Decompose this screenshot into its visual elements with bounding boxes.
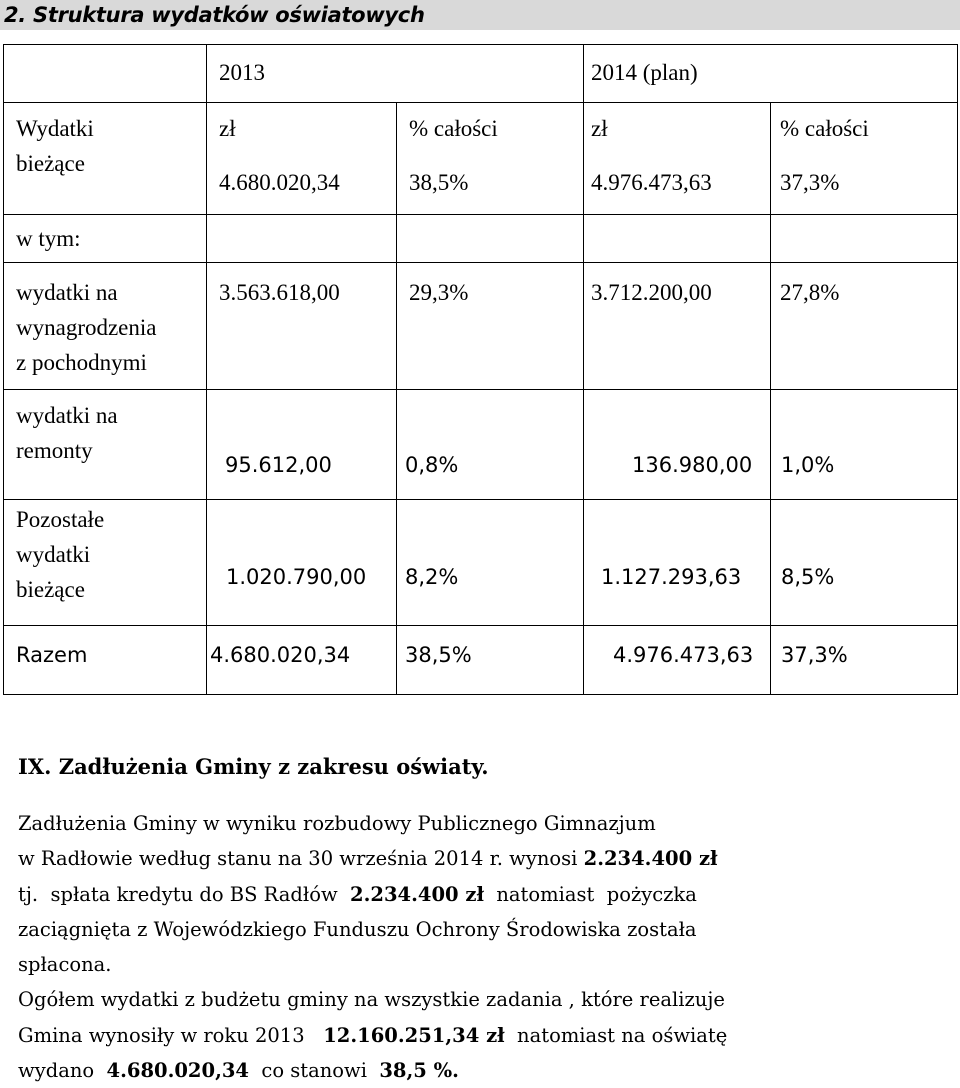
table-row-salaries <box>4 263 958 390</box>
paragraph-line: wydano 4.680.020,34 co stanowi 38,5 %. <box>18 1059 459 1083</box>
section-heading: 2. Struktura wydatków oświatowych <box>4 3 425 27</box>
cell-total-2013-pct: 38,5% <box>397 626 584 695</box>
paragraph-line: w Radłowie według stanu na 30 września 2014 r. wynosi 2.234.400 zł <box>18 847 718 871</box>
total-budget-amount: 12.160.251,34 zł <box>323 1023 505 1047</box>
table-row-in-which <box>4 215 958 263</box>
row-label-current: Wydatki bieżące <box>4 103 207 215</box>
paragraph-line: spłacona. <box>18 953 112 977</box>
cell-salaries-2013-pct: 29,3% <box>397 263 584 390</box>
paragraph-line: Zadłużenia Gminy w wyniku rozbudowy Publicznego Gimnazjum <box>18 812 656 835</box>
cell-other-2014-amount: 1.127.293,63 <box>584 500 771 626</box>
cell-total-2014-pct: 37,3% <box>771 626 958 695</box>
debt-section-title: IX. Zadłużenia Gminy z zakresu oświaty. <box>18 754 489 779</box>
cell-salaries-2013-amount: 3.563.618,00 <box>207 263 397 390</box>
debt-paragraph <box>18 806 948 1088</box>
row-label-other: Pozostałe wydatki bieżące <box>4 500 207 626</box>
cell-current-2013-amount: zł 4.680.020,34 <box>207 103 397 215</box>
cell-repairs-2013-amount: 95.612,00 <box>207 390 397 500</box>
row-label-repairs: wydatki na remonty <box>4 390 207 500</box>
education-amount: 4.680.020,34 <box>106 1059 249 1083</box>
cell-repairs-2014-amount: 136.980,00 <box>584 390 771 500</box>
cell-other-2014-pct: 8,5% <box>771 500 958 626</box>
paragraph-line: Ogółem wydatki z budżetu gminy na wszystkie zadania , które realizuje <box>18 988 725 1012</box>
cell-total-2013-amount: 4.680.020,34 <box>207 626 397 695</box>
paragraph-line: Gmina wynosiły w roku 2013 12.160.251,34 zł natomiast na oświatę <box>18 1023 728 1047</box>
credit-amount: 2.234.400 zł <box>350 882 484 906</box>
year-2014-header: 2014 (plan) <box>584 45 958 103</box>
table-row-current <box>4 103 958 215</box>
cell-current-2014-pct: % całości 37,3% <box>771 103 958 215</box>
cell-current-2013-pct: % całości 38,5% <box>397 103 584 215</box>
cell-repairs-2014-pct: 1,0% <box>771 390 958 500</box>
cell-current-2014-amount: zł 4.976.473,63 <box>584 103 771 215</box>
table-row-repairs <box>4 390 958 500</box>
table-header-row <box>4 45 958 103</box>
cell-total-2014-amount: 4.976.473,63 <box>584 626 771 695</box>
cell-repairs-2013-pct: 0,8% <box>397 390 584 500</box>
cell-other-2013-amount: 1.020.790,00 <box>207 500 397 626</box>
table-row-total <box>4 626 958 695</box>
cell-salaries-2014-amount: 3.712.200,00 <box>584 263 771 390</box>
section-heading-bar <box>0 0 960 30</box>
paragraph-line: tj. spłata kredytu do BS Radłów 2.234.400 zł natomiast pożyczka <box>18 882 697 906</box>
cell-other-2013-pct: 8,2% <box>397 500 584 626</box>
table-corner-cell <box>4 45 207 103</box>
expenditure-table <box>3 44 958 695</box>
table-row-other <box>4 500 958 626</box>
education-share: 38,5 %. <box>379 1059 459 1083</box>
year-2013-header: 2013 <box>207 45 584 103</box>
paragraph-line: zaciągnięta z Wojewódzkiego Funduszu Ochrony Środowiska została <box>18 917 697 941</box>
row-label-total: Razem <box>4 626 207 695</box>
cell-salaries-2014-pct: 27,8% <box>771 263 958 390</box>
row-label-salaries: wydatki na wynagrodzenia z pochodnymi <box>4 263 207 390</box>
debt-amount: 2.234.400 zł <box>583 847 718 871</box>
row-label-in-which: w tym: <box>4 215 207 263</box>
